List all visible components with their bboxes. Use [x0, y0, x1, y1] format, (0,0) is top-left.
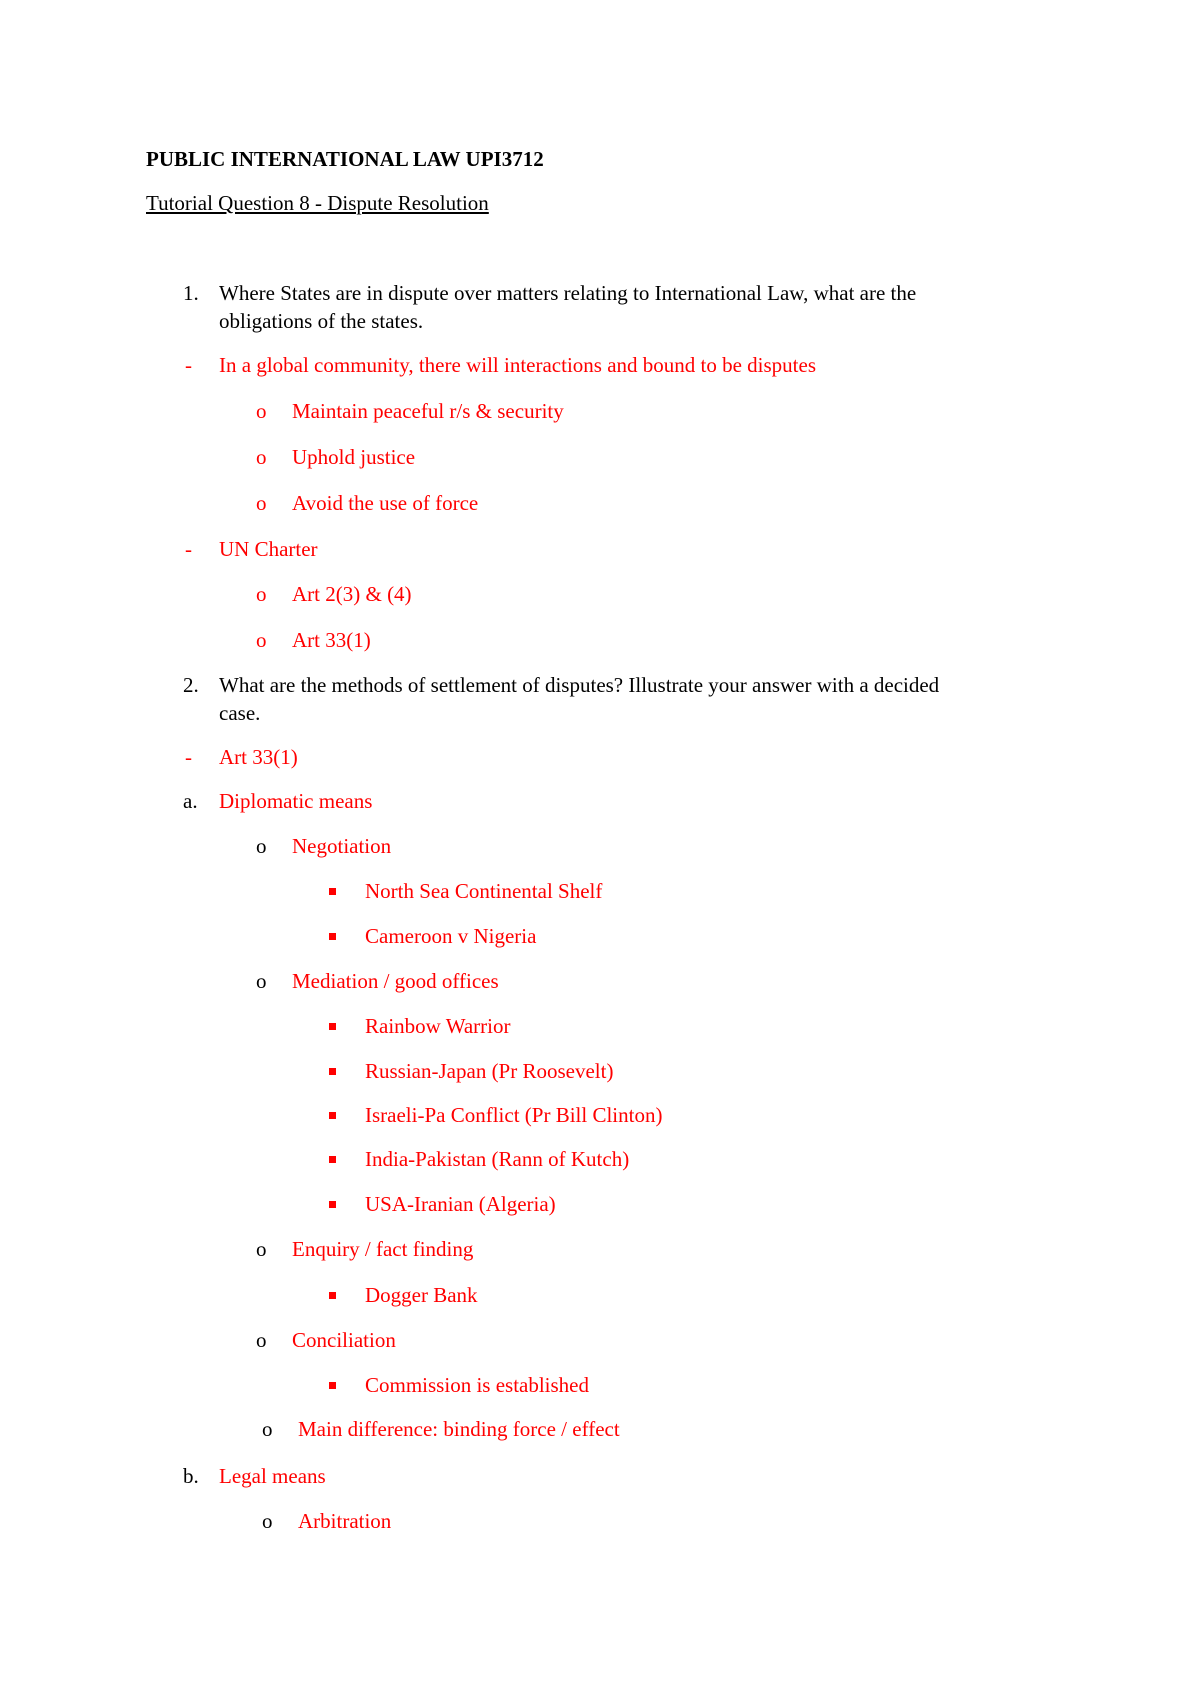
answer-item: In a global community, there will interactions and bound to be disputes	[219, 353, 817, 377]
dash-bullet: -	[185, 353, 192, 377]
case-item: Cameroon v Nigeria	[365, 924, 537, 948]
circle-bullet: o	[256, 969, 267, 993]
circle-bullet: o	[256, 491, 267, 515]
case-item: Russian-Japan (Pr Roosevelt)	[365, 1059, 614, 1083]
case-item: India-Pakistan (Rann of Kutch)	[365, 1147, 630, 1171]
circle-bullet: o	[256, 628, 267, 652]
square-bullet	[329, 888, 336, 895]
answer-item: Art 33(1)	[219, 745, 298, 769]
square-bullet	[329, 933, 336, 940]
circle-bullet: o	[256, 445, 267, 469]
answer-item: UN Charter	[219, 537, 318, 561]
method-item: Negotiation	[292, 834, 392, 858]
answer-subitem: Art 2(3) & (4)	[292, 582, 412, 606]
answer-subitem: Avoid the use of force	[292, 491, 479, 515]
letter-marker: a.	[183, 789, 198, 813]
circle-bullet: o	[256, 399, 267, 423]
document-title: PUBLIC INTERNATIONAL LAW UPI3712	[146, 147, 544, 171]
case-item: Rainbow Warrior	[365, 1014, 511, 1038]
circle-bullet: o	[262, 1509, 273, 1533]
square-bullet	[329, 1382, 336, 1389]
case-item: Commission is established	[365, 1373, 590, 1397]
circle-bullet: o	[256, 582, 267, 606]
dash-bullet: -	[185, 537, 192, 561]
square-bullet	[329, 1201, 336, 1208]
square-bullet	[329, 1023, 336, 1030]
square-bullet	[329, 1292, 336, 1299]
method-item: Enquiry / fact finding	[292, 1237, 474, 1261]
square-bullet	[329, 1068, 336, 1075]
circle-bullet: o	[256, 834, 267, 858]
case-item: Israeli-Pa Conflict (Pr Bill Clinton)	[365, 1103, 663, 1127]
question-text: What are the methods of settlement of disputes? Illustrate your answer with a decided	[219, 673, 940, 697]
question-number: 2.	[183, 673, 199, 697]
dash-bullet: -	[185, 745, 192, 769]
square-bullet	[329, 1112, 336, 1119]
category-heading: Legal means	[219, 1464, 326, 1488]
answer-subitem: Art 33(1)	[292, 628, 371, 652]
answer-subitem: Uphold justice	[292, 445, 416, 469]
circle-bullet: o	[262, 1417, 273, 1441]
method-item: Conciliation	[292, 1328, 396, 1352]
circle-bullet: o	[256, 1328, 267, 1352]
case-item: USA-Iranian (Algeria)	[365, 1192, 556, 1216]
document-subtitle: Tutorial Question 8 - Dispute Resolution	[146, 191, 489, 215]
method-item: Mediation / good offices	[292, 969, 499, 993]
case-item: North Sea Continental Shelf	[365, 879, 603, 903]
case-item: Dogger Bank	[365, 1283, 478, 1307]
square-bullet	[329, 1156, 336, 1163]
question-text: Where States are in dispute over matters relating to International Law, what are the	[219, 281, 917, 305]
question-number: 1.	[183, 281, 199, 305]
question-text: case.	[219, 701, 261, 725]
method-item: Main difference: binding force / effect	[298, 1417, 620, 1441]
method-item: Arbitration	[298, 1509, 392, 1533]
answer-subitem: Maintain peaceful r/s & security	[292, 399, 564, 423]
category-heading: Diplomatic means	[219, 789, 373, 813]
question-text: obligations of the states.	[219, 309, 424, 333]
letter-marker: b.	[183, 1464, 199, 1488]
circle-bullet: o	[256, 1237, 267, 1261]
